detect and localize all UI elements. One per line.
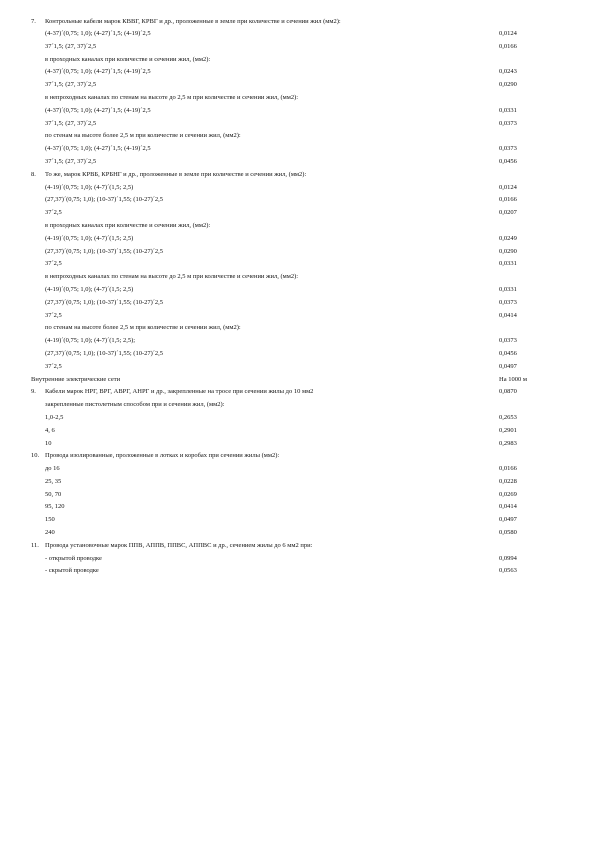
item-number <box>31 412 45 425</box>
item-number <box>31 476 45 489</box>
item-value <box>499 399 531 412</box>
item-number <box>31 463 45 476</box>
item-number <box>31 233 45 246</box>
item-value: 0,0269 <box>499 490 517 498</box>
item-value <box>499 220 531 233</box>
item-description: 95, 120 <box>45 503 65 511</box>
item-value <box>499 450 531 463</box>
item-value: 0,0249 <box>499 234 517 242</box>
item-number <box>31 41 45 54</box>
item-value: 0,0497 <box>499 516 517 524</box>
item-description: 50, 70 <box>45 490 62 498</box>
item-description: 37´2,5 <box>45 260 62 268</box>
item-number: 10. <box>31 452 40 460</box>
item-value: 0,2653 <box>499 413 517 421</box>
item-number <box>31 284 45 297</box>
item-description: (4-19)´(0,75; 1,0); (4-7)´(1,5; 2,5); <box>45 337 136 345</box>
table-row <box>31 284 531 297</box>
table-row <box>31 565 531 578</box>
item-value: 0,0497 <box>499 362 517 370</box>
table-row <box>31 79 531 92</box>
item-value: 0,0994 <box>499 554 517 562</box>
item-description: Внутренние электрические сети <box>31 375 121 383</box>
table-row <box>31 335 531 348</box>
table-row <box>31 450 531 463</box>
item-number <box>31 348 45 361</box>
item-value: 0,0243 <box>499 68 517 76</box>
item-number <box>31 182 45 195</box>
table-row <box>31 16 531 28</box>
table-row <box>31 297 531 310</box>
item-number <box>31 246 45 259</box>
table-row <box>31 130 531 143</box>
item-description: (4-37)´(0,75; 1,0); (4-27)´1,5; (4-19)´2,5 <box>45 30 151 37</box>
table-row <box>31 54 531 67</box>
item-description: 25, 35 <box>45 477 62 485</box>
item-value: 0,0124 <box>499 30 517 37</box>
item-description: Контрольные кабели марок КВВГ, КРВГ и др., проложенные в земле при количестве и сечении жил (мм2): <box>45 18 341 25</box>
table-row <box>31 463 531 476</box>
table-row <box>31 310 531 323</box>
item-value: 0,0373 <box>499 119 517 127</box>
item-description: Провода установочные марок ППВ, АППВ, ППВС, АППВС и др., сечением жилы до 6 мм2 при: <box>45 541 313 549</box>
item-number <box>31 105 45 118</box>
item-value: 0,0290 <box>499 247 517 255</box>
item-number <box>31 258 45 271</box>
table-row <box>31 207 531 220</box>
item-description: (4-19)´(0,75; 1,0); (4-7)´(1,5; 2,5) <box>45 285 134 293</box>
item-value: 0,0290 <box>499 81 517 89</box>
item-value <box>499 18 531 26</box>
table-row <box>31 399 531 412</box>
item-description: - скрытой проводке <box>45 567 99 575</box>
table-row <box>31 438 531 451</box>
item-description: 37´1,5; (27, 37)´2,5 <box>45 81 97 89</box>
item-description: 150 <box>45 516 55 524</box>
item-number: 7. <box>31 18 36 25</box>
table-row <box>31 527 531 540</box>
item-number <box>31 425 45 438</box>
item-description: - открытой проводке <box>45 554 102 562</box>
item-value: 0,0870 <box>499 388 517 396</box>
table-row <box>31 553 531 566</box>
item-value: 0,2901 <box>499 426 517 434</box>
table-row <box>31 322 531 335</box>
item-description: То же, марок КРВБ, КРБНГ и др., проложенные в земле при количестве и сечении жил, (мм2): <box>45 170 307 178</box>
table-row <box>31 514 531 527</box>
item-value <box>499 169 531 182</box>
item-value <box>499 92 531 105</box>
table-row <box>31 220 531 233</box>
item-number <box>31 489 45 502</box>
item-number <box>31 565 45 578</box>
item-value: На 1000 м <box>499 375 527 383</box>
item-description: 37´2,5 <box>45 311 62 319</box>
table-row <box>31 66 531 79</box>
table-row <box>31 182 531 195</box>
item-description: 37´2,5 <box>45 209 62 217</box>
item-number <box>31 271 45 284</box>
item-description: (27,37)´(0,75; 1,0); (10-37)´1,55; (10-27)´2,5 <box>45 247 164 255</box>
item-number: 8. <box>31 170 36 178</box>
item-number <box>31 361 45 374</box>
table-row <box>31 501 531 514</box>
item-description: Провода изолированные, проложенные в лотках и коробах при сечении жилы (мм2): <box>45 452 280 460</box>
item-number <box>31 399 45 412</box>
item-value: 0,0373 <box>499 337 517 345</box>
item-value: 0,0456 <box>499 349 517 357</box>
table-row <box>31 28 531 41</box>
item-value <box>499 130 531 143</box>
table-row <box>31 476 531 489</box>
item-description: 10 <box>45 439 52 447</box>
item-description: (4-19)´(0,75; 1,0); (4-7)´(1,5; 2,5) <box>45 183 134 191</box>
table-row <box>31 361 531 374</box>
table-row <box>31 258 531 271</box>
item-description: в проходных каналах при количестве и сечении жил, (мм2): <box>45 221 211 229</box>
item-description: по стенам на высоте более 2,5 м при количестве и сечении жил, (мм2): <box>45 132 241 140</box>
item-value: 0,0331 <box>499 106 517 114</box>
item-description: (4-37)´(0,75; 1,0); (4-27)´1,5; (4-19)´2,5 <box>45 145 151 153</box>
table-row <box>31 386 531 399</box>
item-value: 0,0166 <box>499 42 517 50</box>
item-value: 0,0373 <box>499 145 517 153</box>
document-body <box>31 16 531 578</box>
table-row <box>31 246 531 259</box>
item-value: 0,0331 <box>499 260 517 268</box>
item-description: (27,37)´(0,75; 1,0); (10-37)´1,55; (10-27)´2,5 <box>45 298 164 306</box>
item-description: 1,0-2,5 <box>45 413 64 421</box>
item-description: 37´2,5 <box>45 362 62 370</box>
item-value: 0,0414 <box>499 311 517 319</box>
item-number: 11. <box>31 541 39 549</box>
item-description: закрепленные пистолетным способом при и сечении жил, (мм2): <box>45 401 225 409</box>
item-number: 9. <box>31 388 36 396</box>
item-value: 0,0124 <box>499 183 517 191</box>
item-value <box>499 322 531 335</box>
table-row <box>31 425 531 438</box>
item-description: (27,37)´(0,75; 1,0); (10-37)´1,55; (10-27)´2,5 <box>45 196 164 204</box>
item-number <box>31 527 45 540</box>
item-value: 0,0563 <box>499 567 517 575</box>
item-description: 37´1,5; (27, 37)´2,5 <box>45 119 97 127</box>
item-value: 0,0166 <box>499 465 517 473</box>
item-number <box>31 143 45 156</box>
table-row <box>31 118 531 131</box>
item-number <box>31 118 45 131</box>
item-description: (4-37)´(0,75; 1,0); (4-27)´1,5; (4-19)´2,5 <box>45 68 151 76</box>
item-number <box>31 79 45 92</box>
item-description: в проходных каналах при количестве и сечении жил, (мм2): <box>45 55 211 63</box>
item-number <box>31 28 45 41</box>
item-description: (27,37)´(0,75; 1,0); (10-37)´1,55; (10-27)´2,5 <box>45 349 164 357</box>
item-description: в непроходных каналах по стенам на высоте до 2,5 м при количестве и сечении жил, (мм2): <box>45 93 299 101</box>
table-row <box>31 233 531 246</box>
table-row <box>31 92 531 105</box>
table-row <box>31 489 531 502</box>
item-number <box>31 501 45 514</box>
table-row <box>31 194 531 207</box>
item-description: 37´1,5; (27, 37)´2,5 <box>45 157 97 165</box>
table-row <box>31 156 531 169</box>
item-number <box>31 130 45 143</box>
item-value: 0,2983 <box>499 439 517 447</box>
item-value: 0,0331 <box>499 285 517 293</box>
table-row <box>31 169 531 182</box>
item-number <box>31 322 45 335</box>
item-description: 37´1,5; (27, 37)´2,5 <box>45 42 97 50</box>
item-number <box>31 310 45 323</box>
item-description: по стенам на высоте более 2,5 м при количестве и сечении жил, (мм2): <box>45 324 241 332</box>
section-heading <box>31 374 531 387</box>
item-value: 0,0580 <box>499 529 517 537</box>
item-value: 0,0456 <box>499 157 517 165</box>
item-number <box>31 92 45 105</box>
table-row <box>31 540 531 553</box>
table-row <box>31 412 531 425</box>
item-value <box>499 540 531 553</box>
item-description: 4, 6 <box>45 426 55 434</box>
item-description: (4-37)´(0,75; 1,0); (4-27)´1,5; (4-19)´2,5 <box>45 106 151 114</box>
item-value: 0,0207 <box>499 209 517 217</box>
table-row <box>31 271 531 284</box>
item-description: 240 <box>45 529 55 537</box>
item-value: 0,0166 <box>499 196 517 204</box>
item-value: 0,0373 <box>499 298 517 306</box>
item-number <box>31 207 45 220</box>
item-description: в непроходных каналах по стенам на высоте до 2,5 м при количестве и сечении жил, (мм2): <box>45 273 299 281</box>
item-number <box>31 335 45 348</box>
table-row <box>31 348 531 361</box>
item-value <box>499 54 531 67</box>
item-description: (4-19)´(0,75; 1,0); (4-7)´(1,5; 2,5) <box>45 234 134 242</box>
item-number <box>31 297 45 310</box>
table-row <box>31 105 531 118</box>
item-number <box>31 156 45 169</box>
item-value: 0,0414 <box>499 503 517 511</box>
table-row <box>31 143 531 156</box>
item-value <box>499 271 531 284</box>
item-value: 0,0228 <box>499 477 517 485</box>
item-number <box>31 514 45 527</box>
item-number <box>31 66 45 79</box>
item-description: Кабели марок НРГ, ВРГ, АВРГ, АНРГ и др., закрепленные на тросе при сечении жилы до 10 мм2 <box>45 388 314 396</box>
item-number <box>31 553 45 566</box>
item-number <box>31 438 45 451</box>
item-number <box>31 54 45 67</box>
item-number <box>31 194 45 207</box>
item-number <box>31 220 45 233</box>
table-row <box>31 41 531 54</box>
item-description: до 16 <box>45 465 60 473</box>
